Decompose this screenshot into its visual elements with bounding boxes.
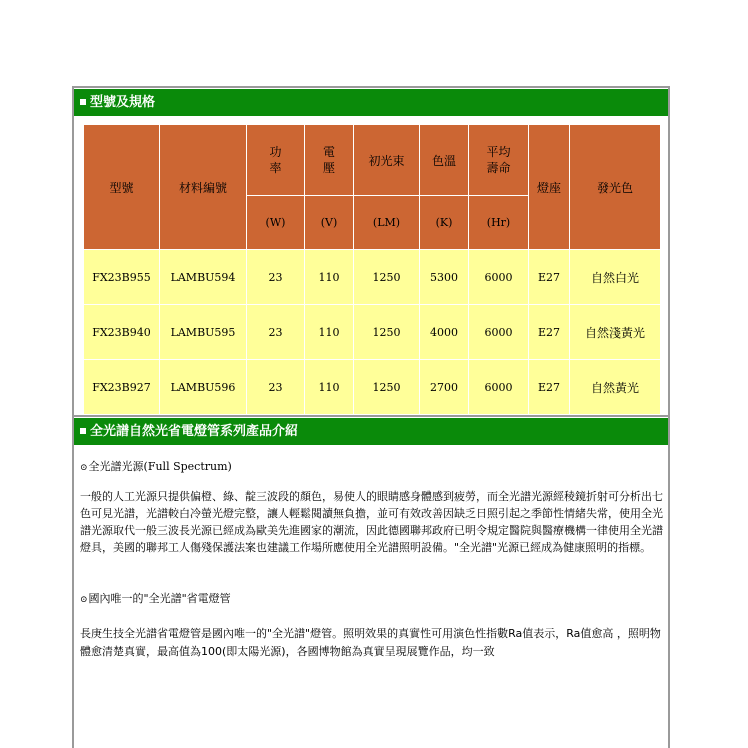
label-full-spectrum: ⊙全光譜光源(Full Spectrum) (80, 460, 232, 473)
cell-life: 6000 (469, 305, 529, 360)
section-title-intro: 全光譜自然光省電燈管系列產品介紹 (90, 424, 299, 439)
cell-color: 自然淺黃光 (570, 305, 661, 360)
divider (74, 415, 668, 417)
square-bullet-icon (80, 428, 86, 434)
cell-power: 23 (247, 360, 305, 415)
header-life: 平均 壽命 (469, 125, 529, 196)
cell-color: 自然白光 (570, 250, 661, 305)
section-header-intro (74, 418, 668, 445)
unit-lumen: (LM) (354, 196, 420, 250)
paragraph-full-spectrum: 一般的人工光源只提供偏橙、綠、靛三波段的顏色，易使人的眼睛感身體感到疲勞，而全光譜光源經稜鏡折射可分析出七色可見光譜，光譜較白冷螢光燈完整，讓人輕鬆閱讀無負擔，並可有效改善因缺乏日照引起之季節性情緒失常，使用全光譜光源取代一般三波長光源已經成為歐美先進國家的潮流，因此德國聯邦政府已明令規定醫院與醫療機構一律使用全光譜燈具，美國的聯邦工人傷殘保護法案也建議工作場所應使用全光譜照明設備。"全光譜"光源已經成為健康照明的指標。 (80, 490, 663, 554)
table-row (84, 360, 661, 415)
cell-lumen: 1250 (354, 360, 420, 415)
cell-lumen: 1250 (354, 250, 420, 305)
cell-temp: 5300 (420, 250, 469, 305)
spec-table (83, 124, 661, 415)
unit-life: (Hr) (469, 196, 529, 250)
table-row (84, 305, 661, 360)
cell-power: 23 (247, 305, 305, 360)
cell-temp: 2700 (420, 360, 469, 415)
label-only-domestic: ⊙國內唯一的"全光譜"省電燈管 (80, 592, 231, 605)
cell-power: 23 (247, 250, 305, 305)
cell-base: E27 (529, 250, 570, 305)
section-title-specs: 型號及規格 (90, 95, 156, 110)
circle-dot-icon: ⊙ (80, 463, 88, 473)
cell-base: E27 (529, 305, 570, 360)
header-temp: 色溫 (420, 125, 469, 196)
content-frame (72, 86, 670, 748)
cell-model: FX23B955 (84, 250, 160, 305)
cell-model: FX23B927 (84, 360, 160, 415)
header-base: 燈座 (529, 125, 570, 250)
circle-dot-icon: ⊙ (80, 595, 88, 605)
square-bullet-icon (80, 99, 86, 105)
header-color: 發光色 (570, 125, 661, 250)
cell-material: LAMBU596 (160, 360, 247, 415)
cell-material: LAMBU595 (160, 305, 247, 360)
unit-voltage: (V) (305, 196, 354, 250)
cell-temp: 4000 (420, 305, 469, 360)
section-header-specs (74, 89, 668, 116)
header-lumen: 初光束 (354, 125, 420, 196)
cell-color: 自然黃光 (570, 360, 661, 415)
cell-voltage: 110 (305, 305, 354, 360)
cell-voltage: 110 (305, 360, 354, 415)
header-power: 功 率 (247, 125, 305, 196)
cell-lumen: 1250 (354, 305, 420, 360)
header-voltage: 電 壓 (305, 125, 354, 196)
cell-life: 6000 (469, 360, 529, 415)
table-header-row (84, 125, 661, 196)
cell-material: LAMBU594 (160, 250, 247, 305)
cell-model: FX23B940 (84, 305, 160, 360)
cell-base: E27 (529, 360, 570, 415)
unit-power: (W) (247, 196, 305, 250)
paragraph-only-domestic: 長庚生技全光譜省電燈管是國內唯一的"全光譜"燈管。照明效果的真實性可用演色性指數Ra值表示，Ra值愈高 ，照明物體愈清楚真實，最高值為100(即太陽光源)，各國博物館為真實呈現展覽作品，均一致 (80, 627, 661, 658)
table-row (84, 250, 661, 305)
cell-life: 6000 (469, 250, 529, 305)
cell-voltage: 110 (305, 250, 354, 305)
unit-temp: (K) (420, 196, 469, 250)
header-model: 型號 (84, 125, 160, 250)
header-material: 材料編號 (160, 125, 247, 250)
